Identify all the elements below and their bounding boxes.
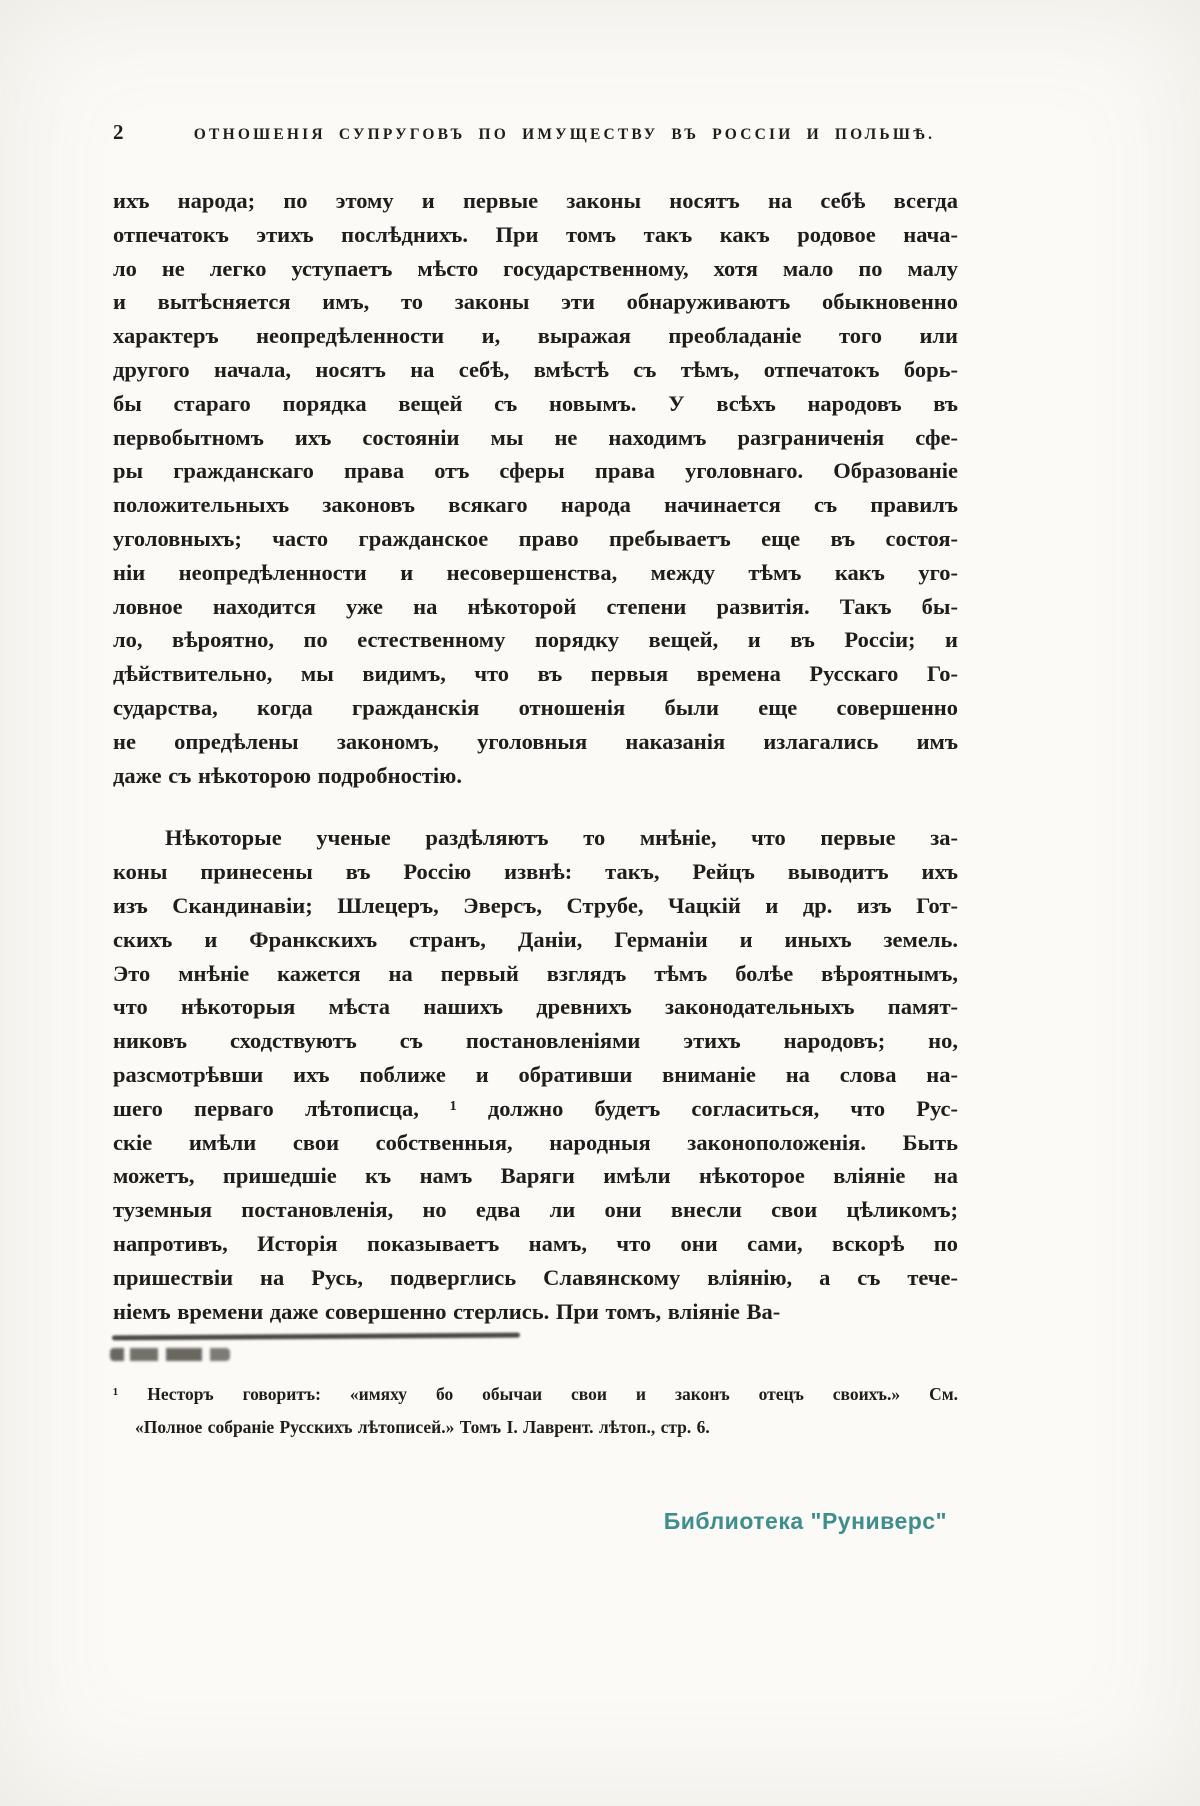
text-line: ихъ народа; по этому и первые законы носятъ на себѣ всегда [113,188,958,213]
body-text [113,184,958,1328]
text-line: разсмотрѣвши ихъ поближе и обративши вниманіе на слова на- [113,1061,958,1087]
smudge-blob [110,1348,230,1361]
text-line: ло не легко уступаетъ мѣсто государственному, хотя мало по малу [113,255,958,281]
text-line: никовъ сходствуютъ съ постановленіями этихъ народовъ; но, [113,1028,958,1054]
text-line: ¹ Несторъ говоритъ: «имяху бо обычаи свои и законъ отецъ своихъ.» См. [113,1384,958,1404]
text-line: первобытномъ ихъ состояніи мы не находимъ разграниченія сфе- [113,424,958,450]
text-line: другого начала, носятъ на себѣ, вмѣстѣ съ тѣмъ, отпечатокъ борь- [113,356,958,382]
footnote [113,1378,958,1444]
text-line: бы стараго порядка вещей съ новымъ. У всѣхъ народовъ въ [113,390,958,416]
text-line: туземныя постановленія, но едва ли они внесли свои цѣликомъ; [113,1197,958,1223]
text-line: сударства, когда гражданскія отношенія были еще совершенно [113,694,958,720]
text-line: дѣйствительно, мы видимъ, что въ первыя времена Русскаго Го- [113,661,958,687]
text-line: что нѣкоторыя мѣста нашихъ древнихъ законодательныхъ памят- [113,994,958,1020]
text-line: Нѣкоторые ученые раздѣляютъ то мнѣніе, что первые за- [165,825,958,851]
text-line: ло, вѣроятно, по естественному порядку вещей, и въ Россіи; и [113,627,958,653]
text-line: шего перваго лѣтописца, ¹ должно будетъ согласиться, что Рус- [113,1095,958,1121]
paragraph-1 [113,184,958,792]
text-line: положительныхъ законовъ всякаго народа начинается съ правилъ [113,492,958,518]
text-line: даже съ нѣкоторою подробностію. [113,762,462,788]
text-line: и вытѣсняется имъ, то законы эти обнаруживаютъ обыкновенно [113,289,958,315]
page-header [113,120,958,145]
text-line: пришествіи на Русь, подверглись Славянскому вліянію, а съ тече- [113,1264,958,1290]
watermark: Библиотека "Руниверс" [663,1508,947,1534]
smudge-streak [112,1333,520,1341]
running-title: ОТНОШЕНІЯ СУПРУГОВЪ ПО ИМУЩЕСТВУ ВЪ РОССІИ И ПОЛЬШѢ. [193,126,936,143]
text-line: напротивъ, Исторія показываетъ намъ, что они сами, вскорѣ по [113,1230,958,1256]
text-line: ніи неопредѣленности и несовершенства, между тѣмъ какъ уго- [113,559,958,585]
text-line: ніемъ времени даже совершенно стерлись. При томъ, вліяніе Ва- [113,1298,781,1324]
text-line: скихъ и Франкскихъ странъ, Даніи, Германіи и иныхъ земель. [113,926,958,952]
text-line: характеръ неопредѣленности и, выражая преобладаніе того или [113,323,958,349]
text-line: отпечатокъ этихъ послѣднихъ. При томъ такъ какъ родовое нача- [113,221,958,247]
text-line: уголовныхъ; часто гражданское право пребываетъ еще въ состоя- [113,525,958,551]
text-line: ры гражданскаго права отъ сферы права уголовнаго. Образованіе [113,458,958,484]
page-number: 2 [113,120,124,144]
text-line: изъ Скандинавіи; Шлецеръ, Эверсъ, Струбе, Чацкій и др. изъ Гот- [113,892,958,918]
paragraph-2 [113,821,958,1328]
text-line: скіе имѣли свои собственныя, народныя законоположенія. Быть [113,1129,958,1155]
print-smudge-artifact [108,1332,538,1374]
text-line: не опредѣлены закономъ, уголовныя наказанія излагались имъ [113,728,958,754]
text-line: «Полное собраніе Русскихъ лѣтописей.» Томъ I. Лаврент. лѣтоп., стр. 6. [135,1417,710,1437]
text-line: ловное находится уже на нѣкоторой степени развитія. Такъ бы- [113,593,958,619]
text-line: коны принесены въ Россію извнѣ: такъ, Рейцъ выводитъ ихъ [113,859,958,885]
text-line: можетъ, пришедшіе къ намъ Варяги имѣли нѣкоторое вліяніе на [113,1163,958,1189]
text-line: Это мнѣніе кажется на первый взглядъ тѣмъ болѣе вѣроятнымъ, [113,960,958,986]
